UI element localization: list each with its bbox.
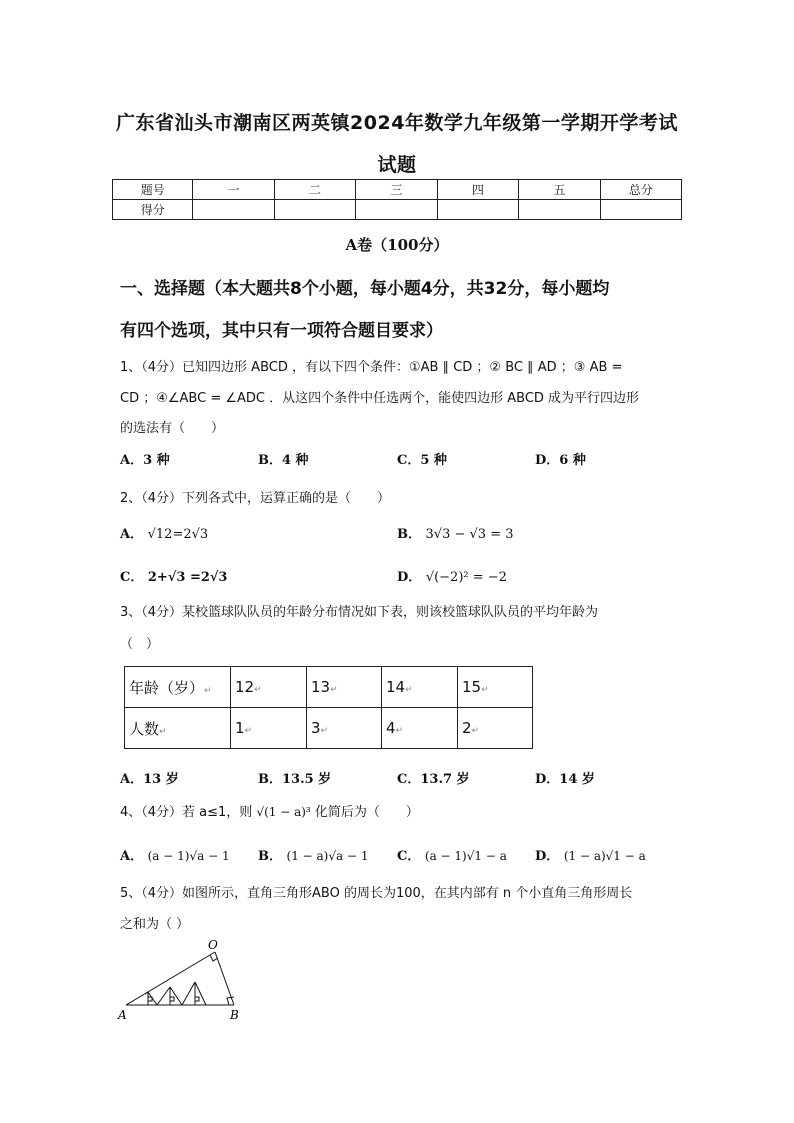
q4-option-d[interactable] — [535, 845, 646, 864]
age-table-cell: 14↵ — [382, 667, 458, 708]
q4-option-b-expr: (1 − a)√a − 1 — [286, 849, 369, 863]
q1-stem-line3: 的选法有（ ） — [120, 421, 225, 436]
q2-option-d-expr: √(−2)² = −2 — [425, 570, 507, 585]
section-a-title: A卷（100分） — [345, 236, 449, 254]
q4-option-a-label: A． — [120, 849, 144, 864]
q5-stem-line2: 之和为（ ） — [120, 917, 190, 932]
part1-heading-line1: 一、选择题（本大题共8个小题，每小题4分，共32分，每小题均 — [120, 279, 610, 299]
score-header-cell: 总分 — [600, 180, 681, 200]
q4-option-d-expr: (1 − a)√1 − a — [563, 849, 646, 863]
q1-option-d[interactable]: D．6 种 — [535, 453, 586, 468]
q3-option-a[interactable]: A．13 岁 — [120, 772, 179, 787]
q2-option-a-expr: √12=2√3 — [147, 527, 209, 542]
score-table — [112, 179, 682, 220]
q1-option-c[interactable]: C．5 种 — [397, 453, 447, 468]
age-table-row — [125, 667, 533, 708]
score-cell[interactable] — [437, 200, 518, 220]
vertex-label-o: O — [208, 938, 218, 952]
q3-stem-line2: （ ） — [120, 637, 160, 652]
score-header-cell: 三 — [356, 180, 437, 200]
q2-stem: 2、（4分）下列各式中，运算正确的是（ ） — [120, 491, 391, 506]
q3-option-d[interactable]: D．14 岁 — [535, 772, 595, 787]
q2-option-d-label: D． — [397, 570, 422, 585]
age-table-cell: 12↵ — [231, 667, 307, 708]
q1-stem-line1: 1、（4分）已知四边形 ABCD ，有以下四个条件：①AB ∥ CD ；② BC ∥ AD ；③ AB = — [120, 360, 623, 375]
score-header-cell: 一 — [193, 180, 274, 200]
exam-title-line1: 广东省汕头市潮南区两英镇2024年数学九年级第一学期开学考试 — [116, 112, 678, 134]
q4-option-b-label: B． — [258, 849, 282, 864]
q2-option-b-label: B． — [397, 527, 421, 542]
score-cell[interactable] — [274, 200, 355, 220]
q2-option-b[interactable] — [397, 523, 514, 542]
q4-option-a-expr: (a − 1)√a − 1 — [147, 849, 230, 863]
q2-option-c-expr: 2+√3 =2√3 — [147, 570, 228, 585]
q4-option-b[interactable] — [258, 845, 369, 864]
q4-stem-expr: √(1 − a)³ — [256, 805, 311, 819]
age-table-cell: 15↵ — [458, 667, 533, 708]
score-header-cell: 二 — [274, 180, 355, 200]
q4-stem-pre: 4、（4分）若 a≤1，则 — [120, 805, 253, 820]
age-table-row — [125, 708, 533, 749]
score-cell[interactable] — [356, 200, 437, 220]
q2-option-a-label: A． — [120, 527, 144, 542]
score-header-cell: 五 — [519, 180, 600, 200]
score-cell[interactable] — [193, 200, 274, 220]
age-table-cell: 年龄（岁）↵ — [125, 667, 231, 708]
q1-stem-line2: CD ；④∠ABC = ∠ADC ．从这四个条件中任选两个，能使四边形 ABCD 成为平行四边形 — [120, 391, 640, 406]
score-table-score-row — [113, 200, 682, 220]
score-cell[interactable] — [519, 200, 600, 220]
age-table-cell: 1↵ — [231, 708, 307, 749]
vertex-label-b: B — [230, 1008, 239, 1022]
age-table-cell: 4↵ — [382, 708, 458, 749]
exam-title-line2: 试题 — [377, 154, 417, 176]
q1-option-b[interactable]: B．4 种 — [258, 453, 309, 468]
q4-option-c-label: C． — [397, 849, 421, 864]
q2-option-c-label: C． — [120, 570, 144, 585]
score-row-label: 得分 — [113, 200, 193, 220]
q4-stem-post: 化简后为（ ） — [314, 805, 419, 820]
score-header-cell: 题号 — [113, 180, 193, 200]
score-header-cell: 四 — [437, 180, 518, 200]
q4-option-c[interactable] — [397, 845, 507, 864]
q3-option-b[interactable]: B．13.5 岁 — [258, 772, 332, 787]
q5-stem-line1: 5、（4分）如图所示，直角三角形ABO 的周长为100，在其内部有 n 个小直角三角形周长 — [120, 886, 633, 901]
score-table-header-row — [113, 180, 682, 200]
score-cell[interactable] — [600, 200, 681, 220]
q3-option-c[interactable]: C．13.7 岁 — [397, 772, 470, 787]
age-table-cell: 2↵ — [458, 708, 533, 749]
q4-option-d-label: D． — [535, 849, 560, 864]
q1-option-a[interactable]: A．3 种 — [120, 453, 170, 468]
age-table-cell: 3↵ — [307, 708, 382, 749]
q2-option-a[interactable] — [120, 523, 208, 542]
q2-option-c[interactable] — [120, 566, 227, 585]
q2-option-b-expr: 3√3 − √3 = 3 — [425, 527, 514, 542]
age-table-cell: 13↵ — [307, 667, 382, 708]
q4-option-c-expr: (a − 1)√1 − a — [424, 849, 507, 863]
vertex-label-a: A — [118, 1008, 127, 1022]
q2-option-d[interactable] — [397, 566, 507, 585]
age-table-cell: 人数↵ — [125, 708, 231, 749]
q4-option-a[interactable] — [120, 845, 230, 864]
q3-stem-line1: 3、（4分）某校篮球队队员的年龄分布情况如下表，则该校篮球队队员的平均年龄为 — [120, 605, 599, 620]
age-distribution-table — [124, 666, 533, 749]
q4-stem — [120, 801, 419, 820]
part1-heading-line2: 有四个选项，其中只有一项符合题目要求） — [120, 321, 443, 341]
right-triangle-figure — [110, 935, 260, 1025]
